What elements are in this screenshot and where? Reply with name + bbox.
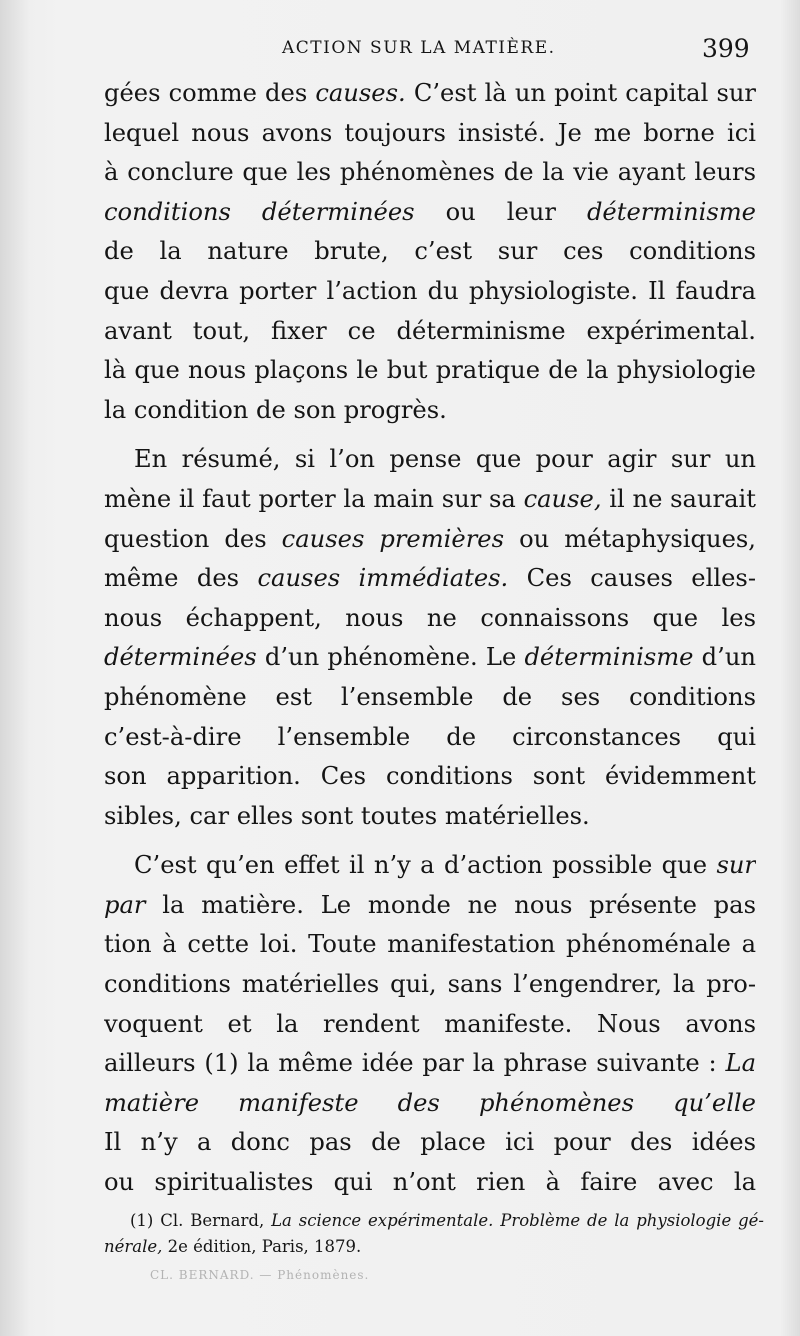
- italic-run: nérale,: [104, 1237, 163, 1256]
- text-run: que devra porter l’action du physiologiste. Il faudra: [104, 276, 756, 305]
- text-line: [104, 965, 756, 1005]
- text-run: lequel nous avons toujours insisté. Je me borne ici: [104, 118, 756, 147]
- text-run: gées comme des: [104, 79, 316, 107]
- italic-run: conditions déterminées: [104, 197, 415, 226]
- text-line: [104, 678, 756, 718]
- text-line: [104, 74, 756, 114]
- text-line: [104, 559, 756, 599]
- text-line: [104, 480, 756, 520]
- text-run: Il n’y a donc pas de place ici pour des idées: [104, 1128, 756, 1157]
- text-run: mène il faut porter la main sur sa: [104, 484, 524, 513]
- text-line: [104, 1044, 756, 1084]
- text-line: [104, 797, 756, 837]
- text-line: [104, 1208, 764, 1234]
- italic-run: déterminisme: [524, 643, 694, 672]
- text-run: question des: [104, 524, 282, 553]
- text-run: la condition de son progrès.: [104, 395, 447, 424]
- italic-run: sur: [716, 851, 756, 880]
- text-line: [104, 272, 756, 312]
- text-line: [104, 391, 756, 431]
- text-line: [104, 1005, 756, 1045]
- text-run: tion à cette loi. Toute manifestation phénoménale a: [104, 930, 756, 959]
- text-run: phénomène est l’ensemble de ses conditions: [104, 682, 756, 711]
- text-run: son apparition. Ces conditions sont évidemment: [104, 762, 756, 791]
- text-run: En résumé, si l’on pense que pour agir sur un: [134, 445, 756, 474]
- text-line: [104, 232, 756, 272]
- text-run: c’est-à-dire l’ensemble de circonstances qui: [104, 722, 756, 751]
- text-run: C’est qu’en effet il n’y a d’action possible que: [134, 851, 717, 880]
- italic-run: déterminées: [104, 643, 257, 672]
- text-line: [104, 886, 756, 926]
- text-run: la matière. Le monde ne nous présente pas: [162, 890, 756, 919]
- page-number: 399: [702, 34, 750, 63]
- text-run: avant tout, fixer ce déterminisme expérimental.: [104, 316, 756, 345]
- text-line: [104, 718, 756, 758]
- footnote: [104, 1208, 764, 1260]
- running-title: ACTION SUR LA MATIÈRE.: [282, 38, 556, 58]
- text-line: [104, 757, 756, 797]
- text-line: [104, 114, 756, 154]
- text-run: à conclure que les phénomènes de la vie ayant leurs: [104, 158, 756, 187]
- text-run: ou leur: [414, 197, 587, 226]
- text-line: [104, 1123, 756, 1163]
- text-run: là que nous plaçons le but pratique de la physiologie: [104, 356, 756, 385]
- text-run: de la nature brute, c’est sur ces conditions: [104, 237, 756, 266]
- text-line: [104, 153, 756, 193]
- text-line: [104, 599, 756, 639]
- italic-run: La: [725, 1049, 756, 1078]
- text-line: [104, 925, 756, 965]
- text-run: nous échappent, nous ne connaissons que les: [104, 603, 756, 632]
- text-run: même des: [104, 564, 258, 593]
- text-line: [104, 440, 756, 480]
- text-line: [104, 638, 756, 678]
- text-run: sibles, car elles sont toutes matérielles.: [104, 801, 590, 830]
- italic-run: déterminisme: [586, 197, 756, 226]
- text-line: [104, 1163, 756, 1203]
- bleed-through-text: CL. BERNARD. — Phénomènes.: [150, 1268, 370, 1282]
- paragraph-2: [104, 440, 756, 836]
- text-line: [104, 312, 756, 352]
- italic-run: causes immédiates.: [257, 564, 509, 593]
- italic-run: causes premières: [281, 524, 505, 553]
- italic-run: cause,: [523, 484, 602, 513]
- italic-run: La science expérimentale. Problème de la physiologie gé-: [271, 1211, 764, 1230]
- body-text: [104, 74, 756, 1203]
- text-line: [104, 520, 756, 560]
- italic-run: causes.: [315, 79, 406, 107]
- text-run: il ne saurait: [609, 484, 756, 513]
- text-run: d’un: [693, 643, 756, 672]
- text-line: [104, 846, 756, 886]
- text-line: [104, 1234, 764, 1260]
- text-run: d’un phénomène. Le: [256, 643, 525, 672]
- italic-run: matière manifeste des phénomènes qu’elle: [104, 1088, 756, 1117]
- text-line: [104, 1084, 756, 1124]
- text-run: ou spiritualistes qui n’ont rien à faire avec la: [104, 1168, 756, 1197]
- text-run: ailleurs (1) la même idée par la phrase suivante :: [104, 1049, 726, 1078]
- text-line: [104, 193, 756, 233]
- text-run: Ces causes elles-: [526, 564, 756, 593]
- text-run: C’est là un point capital sur: [405, 79, 756, 107]
- text-run: ou métaphysiques,: [519, 524, 756, 553]
- text-run: (1) Cl. Bernard,: [130, 1211, 272, 1230]
- paragraph-3: [104, 846, 756, 1202]
- text-line: [104, 351, 756, 391]
- running-head: [0, 34, 800, 74]
- text-run: voquent et la rendent manifeste. Nous avons: [104, 1009, 756, 1038]
- paragraph-1: [104, 74, 756, 430]
- italic-run: par: [104, 890, 146, 919]
- text-run: conditions matérielles qui, sans l’engendrer, la pro-: [104, 970, 756, 999]
- text-run: 2e édition, Paris, 1879.: [162, 1237, 362, 1256]
